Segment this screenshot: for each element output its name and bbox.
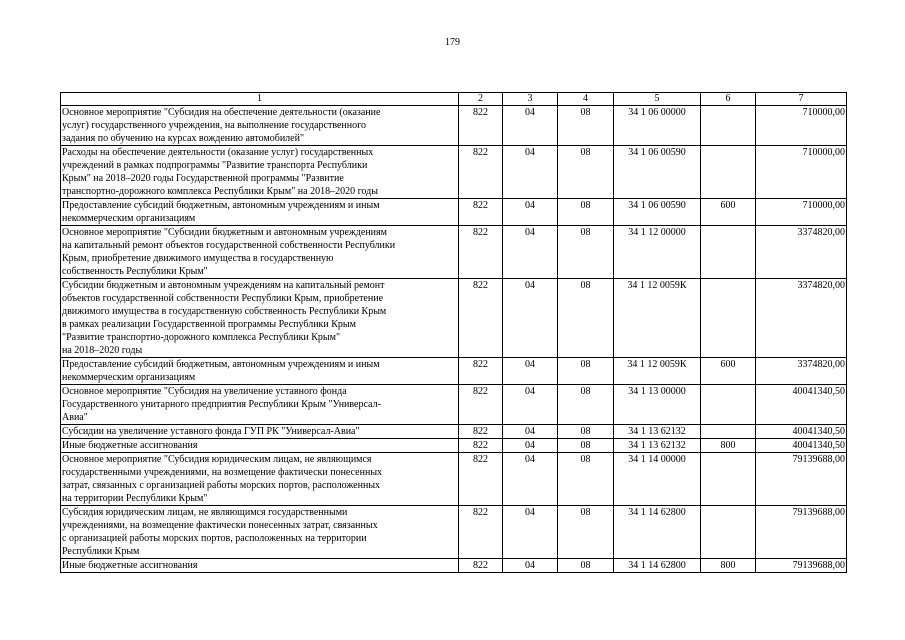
subsection-code-cell: 08 (558, 146, 614, 199)
description-cell: Субсидии на увеличение уставного фонда ГУП РК "Универсал-Авиа" (61, 425, 459, 439)
expense-type-cell (701, 146, 756, 199)
subsection-code-cell: 08 (558, 106, 614, 146)
amount-cell: 3374820,00 (756, 358, 847, 385)
expense-type-cell (701, 106, 756, 146)
description-cell: Предоставление субсидий бюджетным, автономным учреждениям и иным некоммерческим организациям (61, 199, 459, 226)
table-row (61, 453, 847, 506)
header-cell: 5 (614, 93, 701, 106)
description-cell: Иные бюджетные ассигнования (61, 559, 459, 573)
section-code-cell: 04 (503, 358, 558, 385)
ministry-code-cell: 822 (459, 559, 503, 573)
description-cell: Основное мероприятие "Субсидия на увеличение уставного фонда Государственного унитарного предприятия Республики Крым "Универсал- Авиа" (61, 385, 459, 425)
header-cell: 2 (459, 93, 503, 106)
amount-cell: 79139688,00 (756, 453, 847, 506)
subsection-code-cell: 08 (558, 358, 614, 385)
amount-cell: 40041340,50 (756, 385, 847, 425)
target-article-cell: 34 1 14 62800 (614, 559, 701, 573)
ministry-code-cell: 822 (459, 439, 503, 453)
target-article-cell: 34 1 13 62132 (614, 439, 701, 453)
description-cell: Основное мероприятие "Субсидии бюджетным и автономным учреждениям на капитальный ремонт объектов государственной собственности Республики Крым, приобретение движимого имущества в государственную собственность Республики Крым" (61, 226, 459, 279)
expense-type-cell (701, 279, 756, 358)
section-code-cell: 04 (503, 425, 558, 439)
amount-cell: 79139688,00 (756, 559, 847, 573)
ministry-code-cell: 822 (459, 106, 503, 146)
section-code-cell: 04 (503, 106, 558, 146)
header-cell: 6 (701, 93, 756, 106)
page-number: 179 (445, 37, 460, 48)
ministry-code-cell: 822 (459, 453, 503, 506)
expense-type-cell: 600 (701, 358, 756, 385)
amount-cell: 79139688,00 (756, 506, 847, 559)
subsection-code-cell: 08 (558, 279, 614, 358)
table-row (61, 385, 847, 425)
subsection-code-cell: 08 (558, 199, 614, 226)
subsection-code-cell: 08 (558, 439, 614, 453)
amount-cell: 710000,00 (756, 106, 847, 146)
table-row (61, 506, 847, 559)
target-article-cell: 34 1 13 62132 (614, 425, 701, 439)
table-row (61, 106, 847, 146)
amount-cell: 40041340,50 (756, 425, 847, 439)
amount-cell: 3374820,00 (756, 279, 847, 358)
budget-table (60, 92, 847, 573)
target-article-cell: 34 1 12 0059К (614, 279, 701, 358)
subsection-code-cell: 08 (558, 506, 614, 559)
table-header-row (61, 93, 847, 106)
ministry-code-cell: 822 (459, 146, 503, 199)
description-cell: Субсидии бюджетным и автономным учреждениям на капитальный ремонт объектов государственной собственности Республики Крым, приобретение движимого имущества в государственную собственность Республики Крым в рамках реализации Государственной программы Республики Крым "Развитие транспортно-дорожного комплекса Республики Крым" на 2018–2020 годы (61, 279, 459, 358)
expense-type-cell (701, 385, 756, 425)
section-code-cell: 04 (503, 506, 558, 559)
header-cell: 7 (756, 93, 847, 106)
expense-type-cell (701, 453, 756, 506)
target-article-cell: 34 1 13 00000 (614, 385, 701, 425)
header-cell: 3 (503, 93, 558, 106)
ministry-code-cell: 822 (459, 385, 503, 425)
section-code-cell: 04 (503, 146, 558, 199)
section-code-cell: 04 (503, 279, 558, 358)
table-row (61, 358, 847, 385)
section-code-cell: 04 (503, 226, 558, 279)
expense-type-cell: 800 (701, 559, 756, 573)
target-article-cell: 34 1 12 00000 (614, 226, 701, 279)
expense-type-cell: 800 (701, 439, 756, 453)
amount-cell: 710000,00 (756, 199, 847, 226)
target-article-cell: 34 1 06 00590 (614, 146, 701, 199)
section-code-cell: 04 (503, 439, 558, 453)
description-cell: Субсидия юридическим лицам, не являющимся государственными учреждениями, на возмещение фактически понесенных затрат, связанных с организацией работы морских портов, расположенных на территории Республики Крым (61, 506, 459, 559)
target-article-cell: 34 1 06 00590 (614, 199, 701, 226)
expense-type-cell: 600 (701, 199, 756, 226)
description-cell: Расходы на обеспечение деятельности (оказание услуг) государственных учреждений в рамках подпрограммы "Развитие транспорта Республики Крым" на 2018–2020 годы Государственной программы "Развитие транспортно-дорожного комплекса Республики Крым" на 2018–2020 годы (61, 146, 459, 199)
section-code-cell: 04 (503, 453, 558, 506)
ministry-code-cell: 822 (459, 506, 503, 559)
table-row (61, 226, 847, 279)
description-cell: Предоставление субсидий бюджетным, автономным учреждениям и иным некоммерческим организациям (61, 358, 459, 385)
table-row (61, 439, 847, 453)
description-cell: Основное мероприятие "Субсидия юридическим лицам, не являющимся государственными учреждениями, на возмещение фактически понесенных затрат, связанных с организацией работы морских портов, расположенных на территории Республики Крым" (61, 453, 459, 506)
expense-type-cell (701, 226, 756, 279)
target-article-cell: 34 1 14 62800 (614, 506, 701, 559)
expense-type-cell (701, 506, 756, 559)
table-row (61, 559, 847, 573)
subsection-code-cell: 08 (558, 425, 614, 439)
section-code-cell: 04 (503, 199, 558, 226)
description-cell: Основное мероприятие "Субсидия на обеспечение деятельности (оказание услуг) государственного учреждения, на выполнение государственного задания по обучению на курсах вождению автомобилей" (61, 106, 459, 146)
section-code-cell: 04 (503, 385, 558, 425)
table-row (61, 279, 847, 358)
amount-cell: 40041340,50 (756, 439, 847, 453)
subsection-code-cell: 08 (558, 226, 614, 279)
ministry-code-cell: 822 (459, 199, 503, 226)
subsection-code-cell: 08 (558, 385, 614, 425)
amount-cell: 3374820,00 (756, 226, 847, 279)
ministry-code-cell: 822 (459, 425, 503, 439)
amount-cell: 710000,00 (756, 146, 847, 199)
subsection-code-cell: 08 (558, 559, 614, 573)
table-row (61, 199, 847, 226)
target-article-cell: 34 1 12 0059К (614, 358, 701, 385)
table-row (61, 146, 847, 199)
target-article-cell: 34 1 14 00000 (614, 453, 701, 506)
table-row (61, 425, 847, 439)
section-code-cell: 04 (503, 559, 558, 573)
subsection-code-cell: 08 (558, 453, 614, 506)
ministry-code-cell: 822 (459, 358, 503, 385)
target-article-cell: 34 1 06 00000 (614, 106, 701, 146)
header-cell: 4 (558, 93, 614, 106)
description-cell: Иные бюджетные ассигнования (61, 439, 459, 453)
ministry-code-cell: 822 (459, 279, 503, 358)
ministry-code-cell: 822 (459, 226, 503, 279)
expense-type-cell (701, 425, 756, 439)
header-cell: 1 (61, 93, 459, 106)
